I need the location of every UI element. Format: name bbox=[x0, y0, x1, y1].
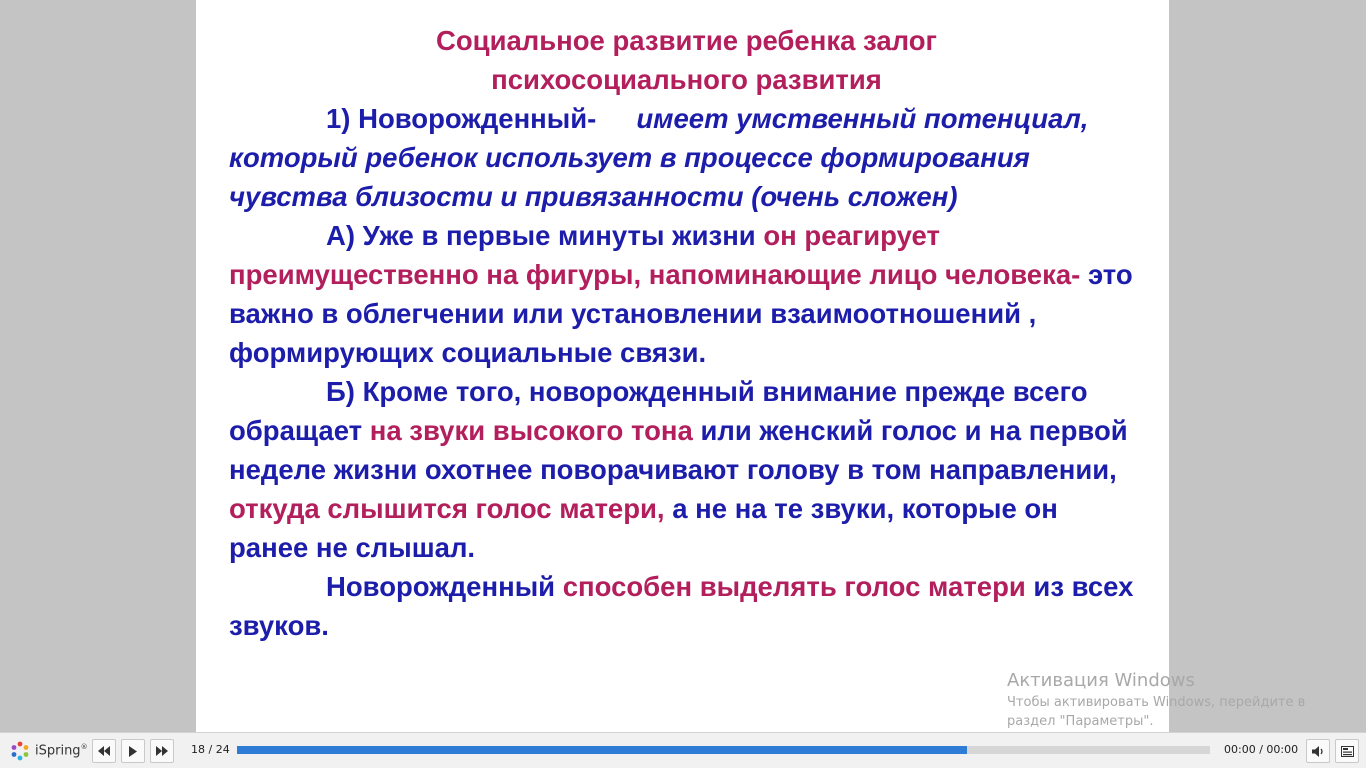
slide-body bbox=[229, 21, 1144, 645]
slide-title-line1: Социальное развитие ребенка залог bbox=[436, 25, 937, 56]
slide-title-line2: психосоциального развития bbox=[491, 64, 882, 95]
volume-icon bbox=[1312, 746, 1325, 757]
paragraph-4 bbox=[229, 567, 1144, 645]
player-toolbar bbox=[0, 732, 1366, 768]
ispring-logo bbox=[9, 739, 88, 763]
paragraph-4-part-c: из всех звуков. bbox=[229, 571, 1134, 641]
paragraph-2 bbox=[229, 216, 1144, 372]
progress-bar[interactable] bbox=[237, 746, 1210, 754]
prev-icon bbox=[98, 746, 110, 756]
slide-title bbox=[229, 21, 1144, 99]
paragraph-1 bbox=[229, 99, 1144, 216]
progress-fill bbox=[237, 746, 967, 754]
paragraph-2-part-c: это важно в облегчении или установлении взаимоотношений , формирующих социальные связи. bbox=[229, 259, 1133, 368]
fullscreen-button[interactable] bbox=[1335, 739, 1359, 763]
paragraph-3-part-c: или женский голос и на первой неделе жизни охотнее поворачивают голову в том направлении, bbox=[229, 415, 1128, 485]
watermark-line2: раздел "Параметры". bbox=[1007, 714, 1154, 729]
paragraph-3-highlight-2: откуда слышится голос матери, bbox=[229, 493, 665, 524]
ispring-logo-text: iSpring® bbox=[35, 743, 88, 759]
paragraph-4-part-a: Новорожденный bbox=[326, 571, 563, 602]
paragraph-3-highlight-1: на звуки высокого тона bbox=[369, 415, 693, 446]
watermark-title: Активация Windows bbox=[1007, 670, 1195, 691]
paragraph-1-lead: 1) Новорожденный- bbox=[326, 103, 597, 134]
watermark-line1: Чтобы активировать Windows, перейдите в bbox=[1007, 695, 1306, 710]
windows-activation-watermark bbox=[1007, 669, 1347, 731]
play-button[interactable] bbox=[121, 739, 145, 763]
paragraph-3 bbox=[229, 372, 1144, 567]
paragraph-4-highlight: способен выделять голос матери bbox=[562, 571, 1026, 602]
prev-slide-button[interactable] bbox=[92, 739, 116, 763]
paragraph-2-highlight: он реагирует преимущественно на фигуры, напоминающие лицо человека- bbox=[229, 220, 1081, 290]
next-icon bbox=[156, 746, 168, 756]
paragraph-3-part-a: Б) Кроме того, новорожденный внимание прежде всего обращает bbox=[229, 376, 1088, 446]
paragraph-2-part-a: А) Уже в первые минуты жизни bbox=[326, 220, 764, 251]
paragraph-3-part-e: а не на те звуки, которые он ранее не слышал. bbox=[229, 493, 1058, 563]
play-icon bbox=[128, 746, 138, 757]
volume-button[interactable] bbox=[1306, 739, 1330, 763]
paragraph-1-italic: имеет умственный потенциал, который ребенок использует в процессе формирования чувства близости и привязанности (очень сложен) bbox=[229, 103, 1089, 212]
ispring-logo-icon bbox=[9, 740, 31, 762]
fullscreen-icon bbox=[1341, 746, 1354, 757]
next-slide-button[interactable] bbox=[150, 739, 174, 763]
slide-counter: 18 / 24 bbox=[191, 743, 230, 756]
slide-canvas bbox=[196, 0, 1169, 732]
time-display: 00:00 / 00:00 bbox=[1224, 743, 1299, 756]
